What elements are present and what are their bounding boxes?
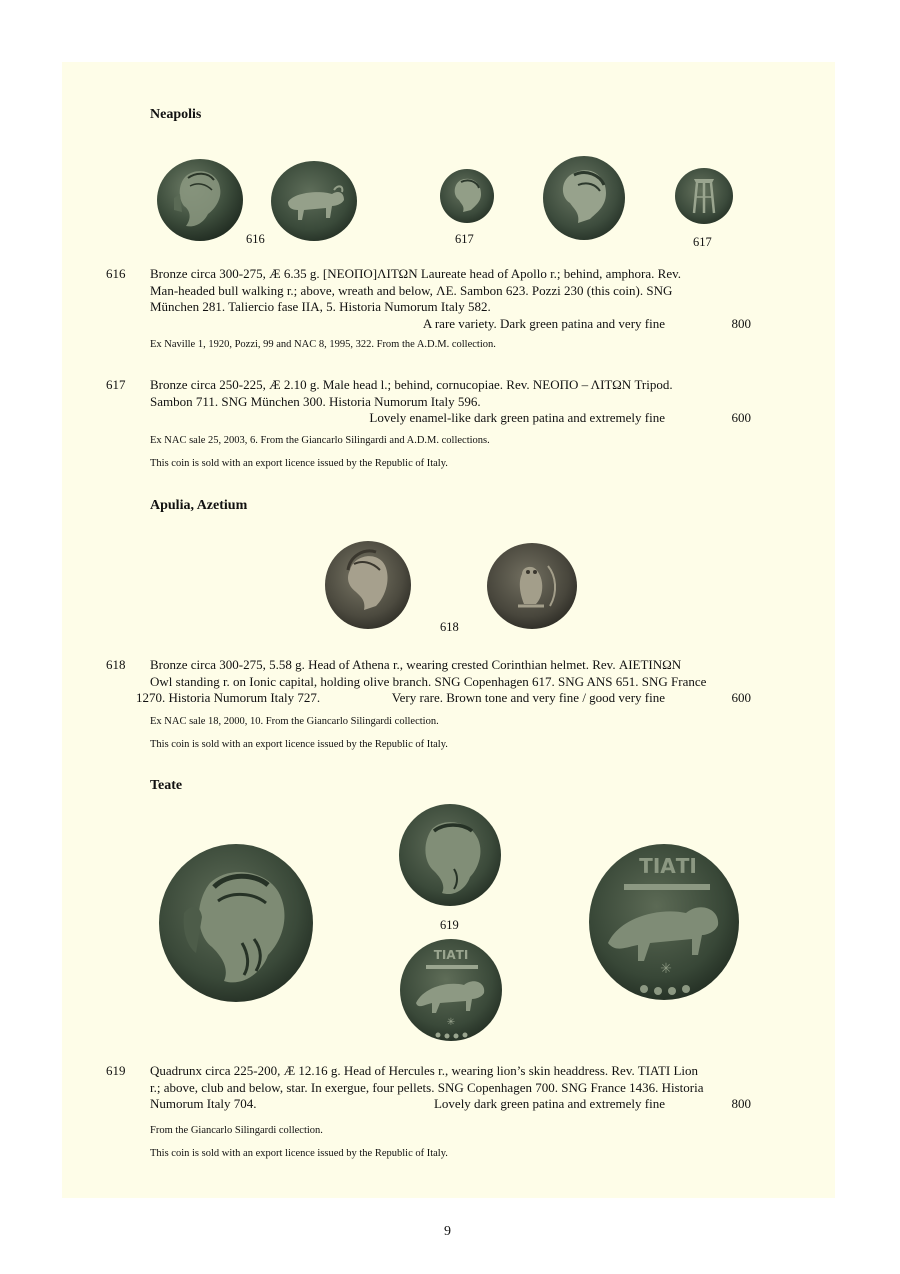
coin-617-reverse-image (674, 167, 734, 225)
figure-caption-617: 617 (455, 232, 474, 246)
lot-616-line-2: Man-headed bull walking r.; above, wreath and below, ΛΕ. Sambon 623. Pozzi 230 (this coin). SNG (150, 282, 673, 298)
coin-619-obverse-image (398, 803, 502, 907)
lot-618-evaluation-row (136, 690, 751, 706)
lot-616-line-3: München 281. Taliercio fase IIA, 5. Historia Numorum Italy 582. (150, 299, 491, 314)
lot-617-line-2: Sambon 711. SNG München 300. Historia Numorum Italy 596. (150, 393, 481, 409)
lot-617-provenance: Ex NAC sale 25, 2003, 6. From the Giancarlo Silingardi and A.D.M. collections. (150, 435, 490, 446)
section-heading-apulia-azetium: Apulia, Azetium (150, 498, 248, 513)
lot-619-line-1: Quadrunx circa 225-200, Æ 12.16 g. Head of Hercules r., wearing lion’s skin headdress. Rev. TIATI Lion (150, 1063, 699, 1078)
coin-617-obverse-enlarged-image (542, 155, 626, 241)
lot-number-619: 619 (106, 1063, 126, 1078)
coin-617-obverse-image (439, 168, 495, 224)
lot-617-estimate: 600 (731, 410, 751, 425)
lot-number-617: 617 (106, 377, 126, 392)
lot-618-line-3: 1270. Historia Numorum Italy 727. (136, 690, 321, 705)
coin-619-reverse-enlarged-image (588, 843, 740, 1001)
lot-619-estimate: 800 (731, 1096, 751, 1111)
lot-618-estimate: 600 (731, 690, 751, 705)
section-heading-teate: Teate (150, 778, 183, 793)
coin-616-reverse-image (270, 160, 358, 242)
lot-number-618: 618 (106, 657, 126, 672)
lot-617-evaluation-row (150, 410, 751, 426)
lot-616-description (150, 266, 751, 332)
lot-619-description (150, 1063, 751, 1112)
lot-619-evaluation: Lovely dark green patina and extremely fine (433, 1096, 665, 1111)
lot-617-description (150, 377, 751, 426)
lot-619-line-2: r.; above, club and below, star. In exergue, four pellets. SNG Copenhagen 700. SNG France 1436. Historia (150, 1079, 704, 1095)
section-heading-neapolis: Neapolis (150, 107, 202, 122)
lot-619-evaluation-row (150, 1096, 751, 1112)
lot-618-evaluation: Very rare. Brown tone and very fine / good very fine (391, 690, 665, 705)
lot-617-evaluation: Lovely enamel-like dark green patina and extremely fine (369, 410, 665, 425)
coin-618-obverse-image (324, 540, 412, 630)
lot-617-line-1: Bronze circa 250-225, Æ 2.10 g. Male head l.; behind, cornucopiae. Rev. ΝΕΟΠΟ – ΛΙΤΩΝ Tripod. (150, 377, 673, 392)
figure-caption-616: 616 (246, 232, 265, 246)
svg-text:✳: ✳ (660, 961, 672, 977)
page-number: 9 (444, 1224, 451, 1239)
lot-618-description (136, 657, 751, 706)
coin-618-reverse-image (486, 542, 578, 630)
coin-616-obverse-image (156, 158, 244, 242)
lot-616-estimate: 800 (731, 315, 751, 331)
figure-caption-618: 618 (440, 620, 459, 634)
lot-618-export-licence: This coin is sold with an export licence issued by the Republic of Italy. (150, 739, 448, 750)
lot-616-evaluation: A rare variety. Dark green patina and very fine (422, 315, 665, 331)
lot-616-provenance: Ex Naville 1, 1920, Pozzi, 99 and NAC 8, 1995, 322. From the A.D.M. collection. (150, 339, 496, 350)
figure-caption-619: 619 (440, 918, 459, 932)
coin-619-reverse-inscription: ΤΙΑΤΙ (433, 948, 469, 962)
lot-616-line-1: Bronze circa 300-275, Æ 6.35 g. [ΝΕΟΠΟ]ΛΙΤΩΝ Laureate head of Apollo r.; behind, amphora. Rev. (150, 266, 682, 281)
lot-619-export-licence: This coin is sold with an export licence issued by the Republic of Italy. (150, 1148, 448, 1159)
coin-619-reverse-enlarged-inscription: ΤΙΑΤΙ (639, 854, 697, 878)
lot-616-evaluation-row (150, 316, 751, 332)
lot-617-export-licence: This coin is sold with an export licence issued by the Republic of Italy. (150, 458, 448, 469)
coin-619-reverse-image (398, 937, 504, 1043)
svg-text:✳: ✳ (446, 1017, 456, 1028)
lot-619-line-3: Numorum Italy 704. (150, 1096, 257, 1111)
lot-618-line-2: Owl standing r. on Ionic capital, holding olive branch. SNG Copenhagen 617. SNG ANS 651. SNG France (150, 673, 707, 689)
coin-619-obverse-enlarged-image (158, 843, 314, 1003)
figure-caption-617-reverse: 617 (693, 235, 712, 249)
lot-number-616: 616 (106, 266, 126, 281)
lot-619-provenance: From the Giancarlo Silingardi collection. (150, 1125, 323, 1136)
lot-618-provenance: Ex NAC sale 18, 2000, 10. From the Giancarlo Silingardi collection. (150, 716, 439, 727)
lot-618-line-1: Bronze circa 300-275, 5.58 g. Head of Athena r., wearing crested Corinthian helmet. Rev. ΑΙΕΤΙΝΩΝ (150, 657, 682, 672)
